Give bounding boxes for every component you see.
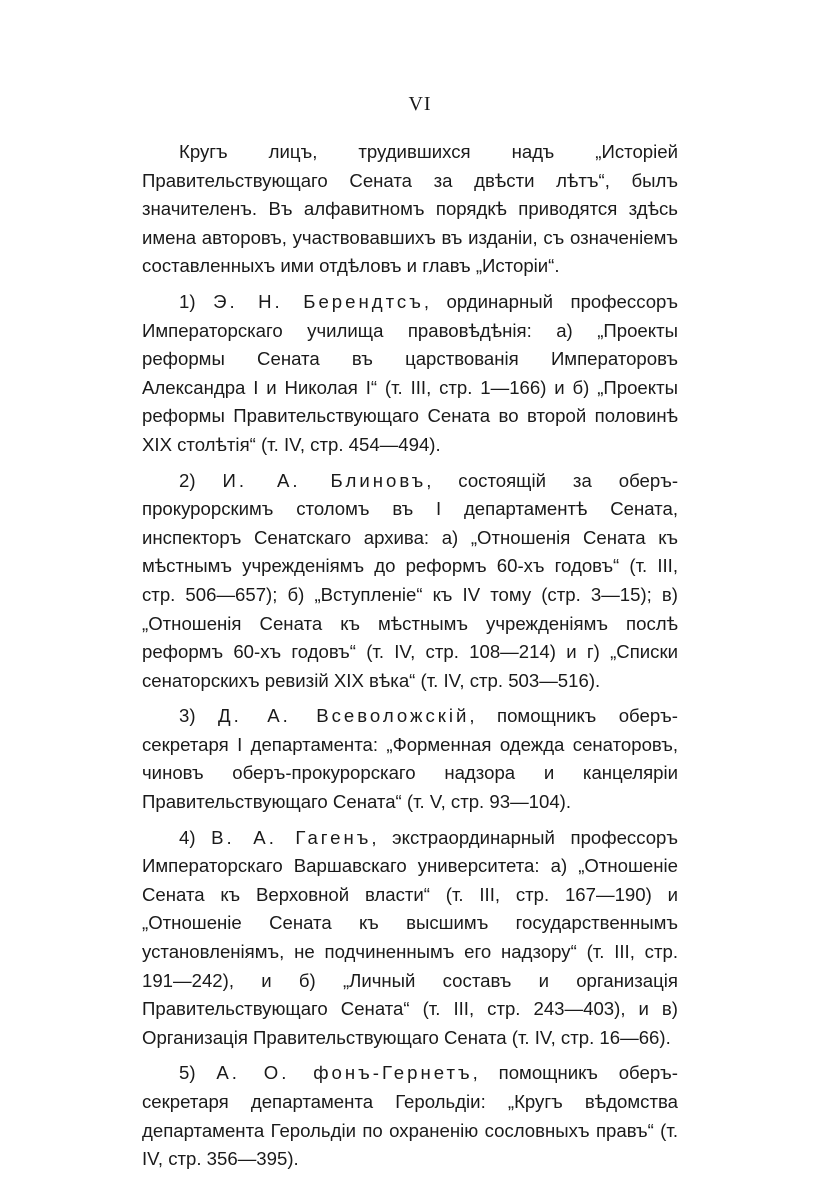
page-body [142,138,678,1181]
author-entry-5 [142,1059,678,1173]
author-entry-1 [142,288,678,460]
entry-number: 5) [179,1062,196,1084]
entry-text: , ординарный профессоръ Императорскаго училища правовѣдѣнія: а) „Проекты реформы Сената въ царствованія Императоровъ Александра I и Николая I“ (т. III, стр. 1—166) и б) „Проекты реформы Правительствующаго Сената во второй половинѣ XIX столѣтія“ (т. IV, стр. 454—494). [142,290,678,455]
author-name: А. О. фонъ-Гернетъ [216,1062,473,1084]
entry-number: 3) [179,705,196,727]
entry-number: 1) [179,290,196,312]
author-name: Э. Н. Берендтсъ [213,290,424,312]
author-entry-3 [142,702,678,816]
intro-paragraph: Кругъ лицъ, трудившихся надъ „Исторіей Правительствующаго Сената за двѣсти лѣтъ“, былъ значителенъ. Въ алфавитномъ порядкѣ приводятся здѣсь имена авторовъ, участвовавшихъ въ изданіи, съ означеніемъ составленныхъ ими отдѣловъ и главъ „Исторіи“. [142,141,678,277]
page-number: VI [408,93,432,115]
entry-number: 4) [179,826,196,848]
entry-text: , помощникъ оберъ-секретаря I департамента: „Форменная одежда сенаторовъ, чиновъ оберъ-прокурорскаго надзора и канцеляріи Правительствующаго Сената“ (т. V, стр. 93—104). [142,705,678,813]
author-entry-2 [142,467,678,696]
entry-text: , экстраординарный профессоръ Императорскаго Варшавскаго университета: а) „Отношеніе Сената къ Верховной власти“ (т. III, стр. 167—190) и „Отношеніе Сената къ высшимъ государственнымъ установленіямъ, не подчиненнымъ его надзору“ (т. III, стр. 191—242), и б) „Личный составъ и организація Правительствующаго Сената“ (т. III, стр. 243—403), и в) Организація Правительствующаго Сената (т. IV, стр. 16—66). [142,826,679,1048]
entry-text: , состоящій за оберъ-прокурорскимъ столомъ въ I департаментѣ Сената, инспекторъ Сенатскаго архива: а) „Отношенія Сената къ мѣстнымъ учрежденіямъ до реформъ 60-хъ годовъ“ (т. III, стр. 506—657); б) „Вступленіе“ къ IV тому (стр. 3—15); в) „Отношенія Сената къ мѣстнымъ учрежденіямъ послѣ реформъ 60-хъ годовъ“ (т. IV, стр. 108—214) и г) „Списки сенаторскихъ ревизій XIX вѣка“ (т. IV, стр. 503—516). [142,469,679,691]
entry-number: 2) [179,469,196,491]
author-name: В. А. Гагенъ [211,826,372,848]
author-name: Д. А. Всеволожскій [218,705,470,727]
author-name: И. А. Блиновъ [222,469,427,491]
author-entry-4 [142,824,678,1053]
entry-text: , помощникъ оберъ-секретаря департамента Герольдіи: „Кругъ вѣдомства департамента Герольдіи по охраненію сословныхъ правъ“ (т. IV, стр. 356—395). [142,1062,678,1170]
